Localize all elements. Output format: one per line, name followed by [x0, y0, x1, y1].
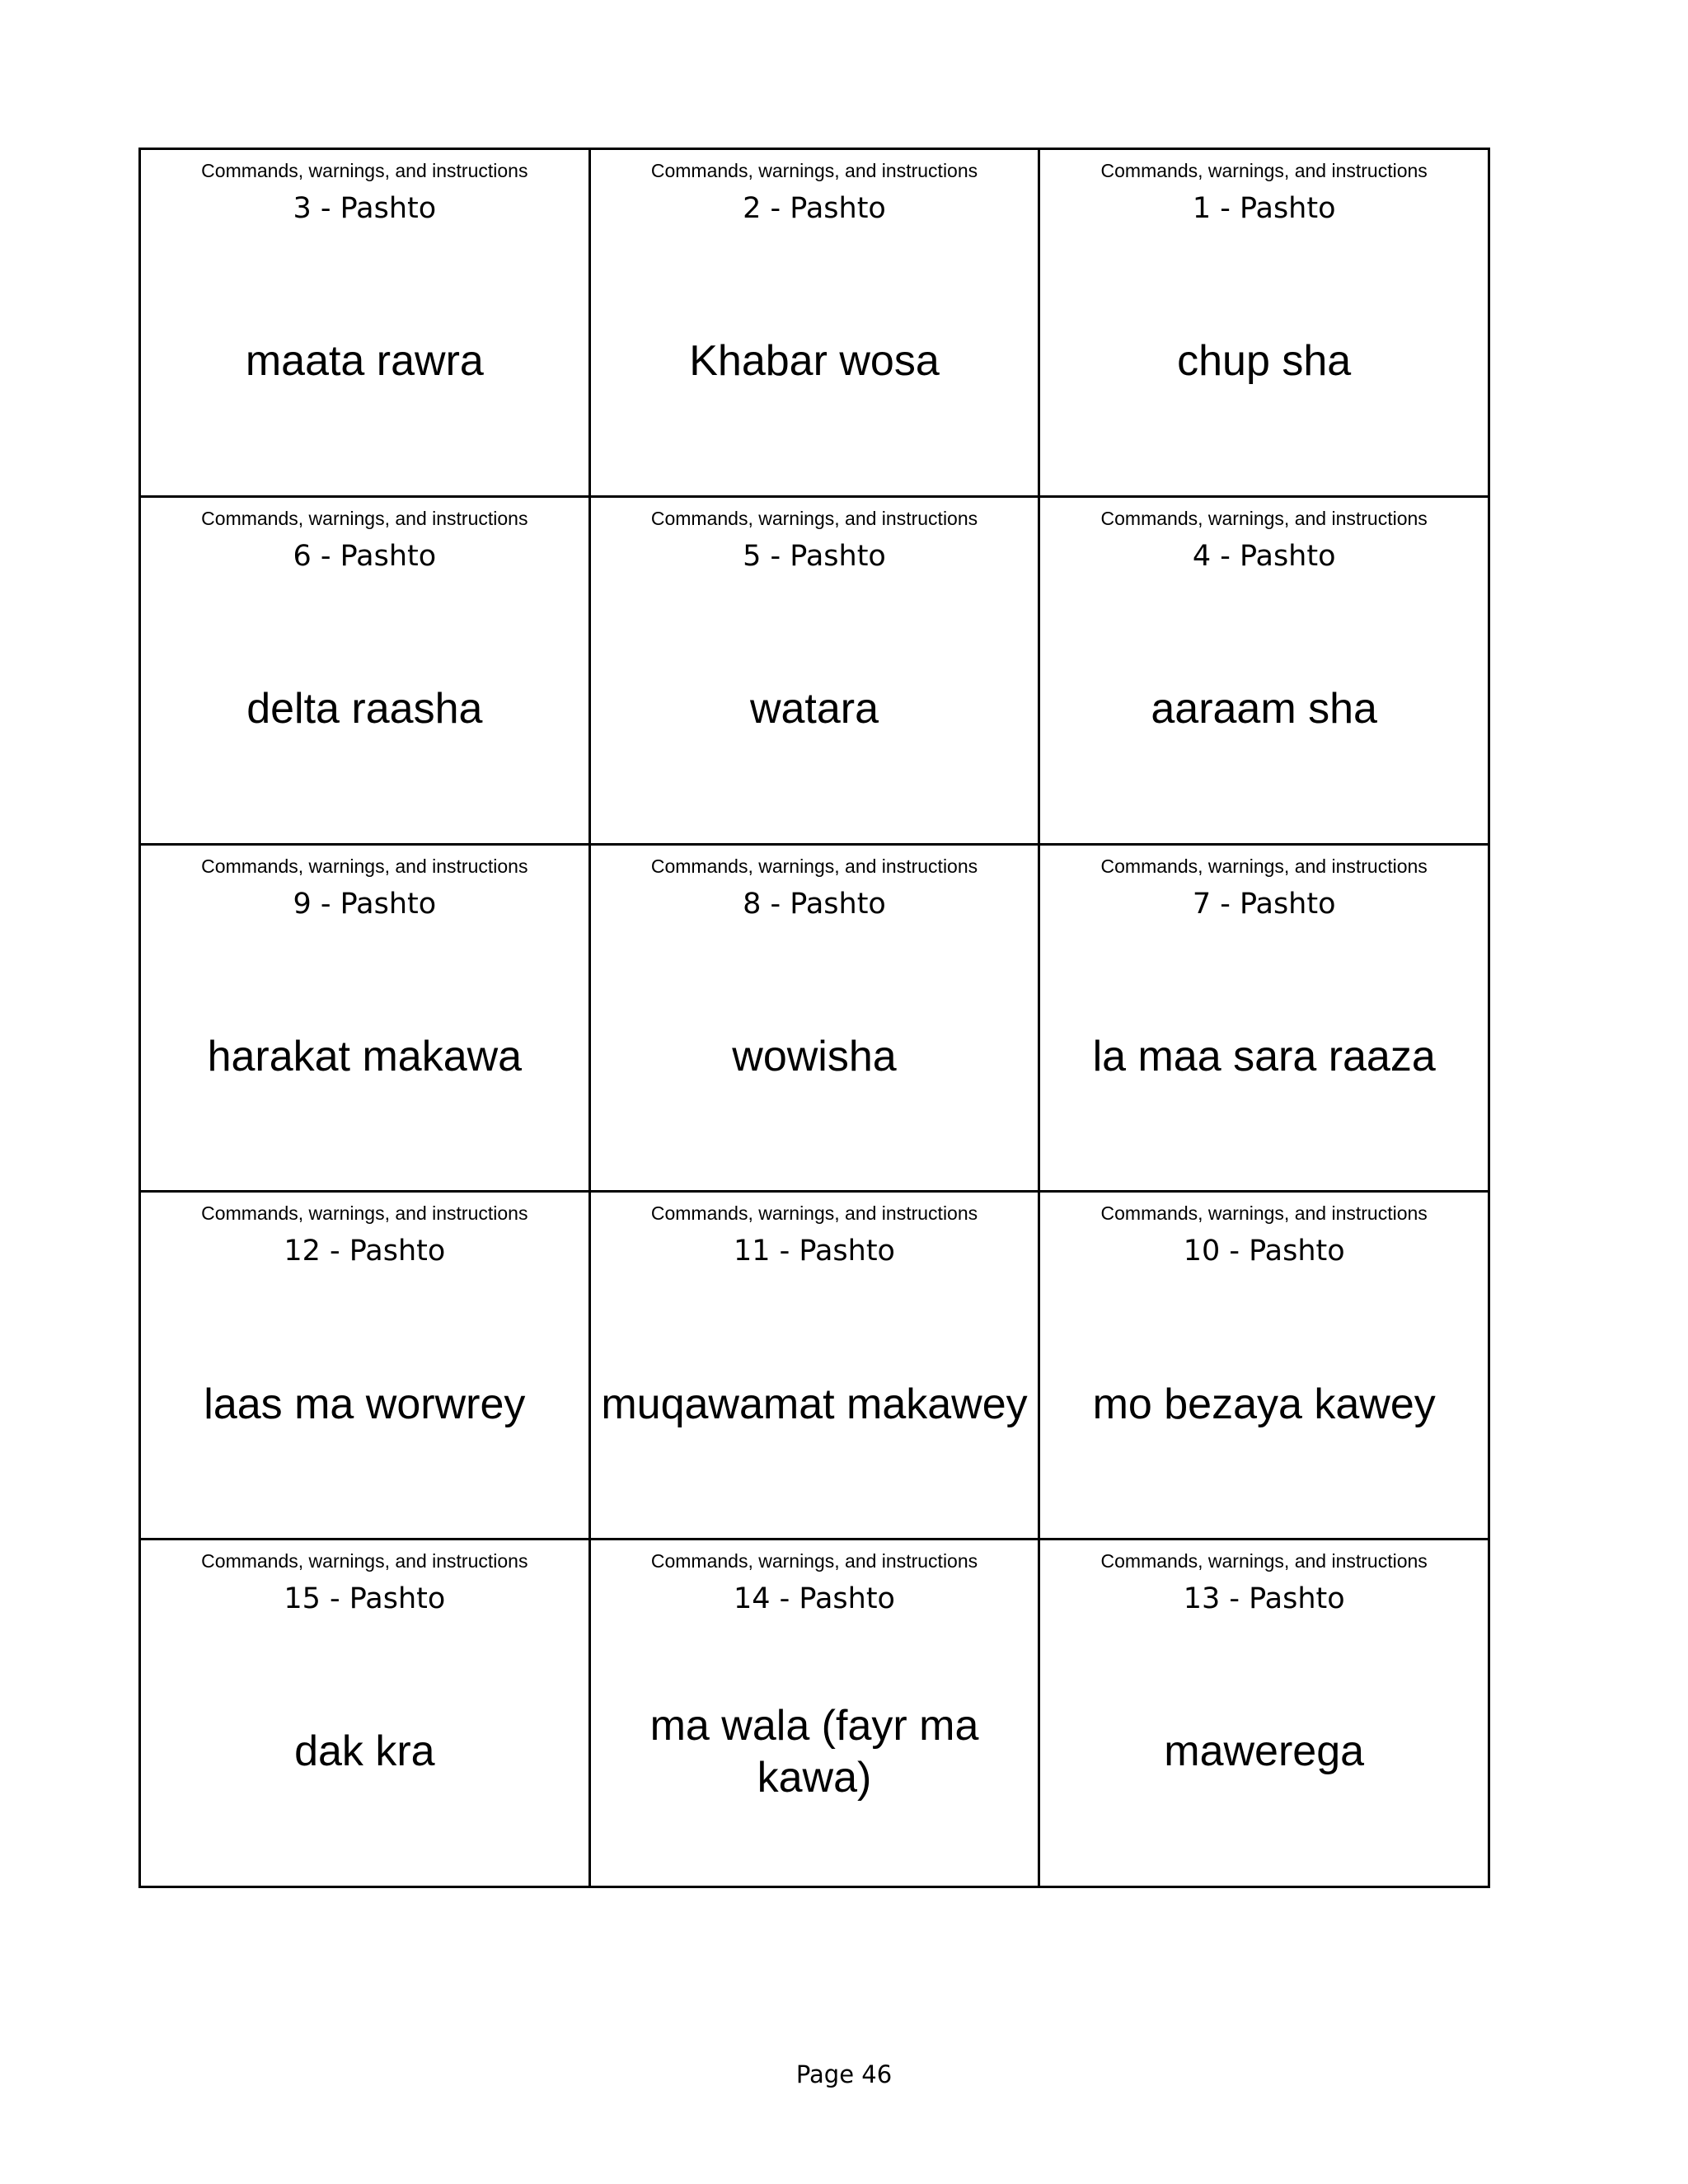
card-category: Commands, warnings, and instructions	[1100, 160, 1428, 181]
card-number: 7 - Pashto	[1192, 887, 1336, 921]
card-phrase: chup sha	[1177, 337, 1352, 386]
card-phrase: wowisha	[732, 1032, 897, 1080]
card-category: Commands, warnings, and instructions	[650, 855, 978, 877]
card-phrase: maata rawra	[245, 337, 484, 386]
card-category: Commands, warnings, and instructions	[650, 507, 978, 529]
flashcard	[591, 1193, 1041, 1540]
card-number: 13 - Pashto	[1183, 1582, 1345, 1616]
flashcard	[1040, 1193, 1490, 1540]
flashcard-grid	[138, 148, 1490, 1888]
flashcard	[1040, 1540, 1490, 1888]
flashcard	[591, 1540, 1041, 1888]
card-category: Commands, warnings, and instructions	[1100, 1202, 1428, 1225]
flashcard	[1040, 150, 1490, 498]
card-number: 2 - Pashto	[743, 192, 886, 225]
flashcard	[591, 498, 1041, 846]
flashcard	[1040, 846, 1490, 1193]
card-phrase: ma wala (fayr ma kawa)	[649, 1702, 979, 1802]
card-category: Commands, warnings, and instructions	[1100, 507, 1428, 529]
card-phrase: laas ma worwrey	[204, 1380, 526, 1428]
card-number: 11 - Pashto	[734, 1235, 895, 1268]
card-number: 5 - Pashto	[743, 539, 886, 573]
card-number: 14 - Pashto	[734, 1582, 895, 1616]
card-category: Commands, warnings, and instructions	[650, 160, 978, 181]
flashcard	[591, 150, 1041, 498]
card-category: Commands, warnings, and instructions	[201, 507, 528, 529]
card-category: Commands, warnings, and instructions	[201, 1550, 528, 1572]
card-number: 10 - Pashto	[1183, 1235, 1345, 1268]
flashcard	[141, 498, 591, 846]
card-number: 9 - Pashto	[293, 887, 437, 921]
card-phrase: aaraam sha	[1151, 685, 1377, 733]
card-number: 12 - Pashto	[284, 1235, 446, 1268]
flashcard	[591, 846, 1041, 1193]
flashcard	[1040, 498, 1490, 846]
card-category: Commands, warnings, and instructions	[201, 160, 528, 181]
card-category: Commands, warnings, and instructions	[650, 1550, 978, 1572]
card-category: Commands, warnings, and instructions	[1100, 1550, 1428, 1572]
card-number: 8 - Pashto	[743, 887, 886, 921]
card-phrase: harakat makawa	[207, 1032, 523, 1080]
card-number: 15 - Pashto	[284, 1582, 446, 1616]
card-phrase: delta raasha	[246, 685, 483, 733]
card-category: Commands, warnings, and instructions	[201, 855, 528, 877]
card-phrase: Khabar wosa	[689, 337, 940, 386]
card-phrase: mo bezaya kawey	[1092, 1380, 1436, 1428]
flashcard	[141, 1193, 591, 1540]
card-phrase: mawerega	[1164, 1727, 1365, 1776]
page-number: Page 46	[795, 2060, 893, 2088]
card-category: Commands, warnings, and instructions	[201, 1202, 528, 1225]
card-phrase: watara	[749, 685, 879, 733]
card-number: 1 - Pashto	[1192, 192, 1336, 225]
card-phrase: muqawamat makawey	[601, 1380, 1028, 1428]
card-phrase: la maa sara raaza	[1092, 1032, 1436, 1080]
card-category: Commands, warnings, and instructions	[650, 1202, 978, 1225]
card-phrase: dak kra	[294, 1727, 435, 1776]
flashcard	[141, 1540, 591, 1888]
card-number: 4 - Pashto	[1192, 539, 1336, 573]
card-number: 6 - Pashto	[293, 539, 437, 573]
card-category: Commands, warnings, and instructions	[1100, 855, 1428, 877]
card-number: 3 - Pashto	[293, 192, 437, 225]
flashcard	[141, 150, 591, 498]
flashcard	[141, 846, 591, 1193]
